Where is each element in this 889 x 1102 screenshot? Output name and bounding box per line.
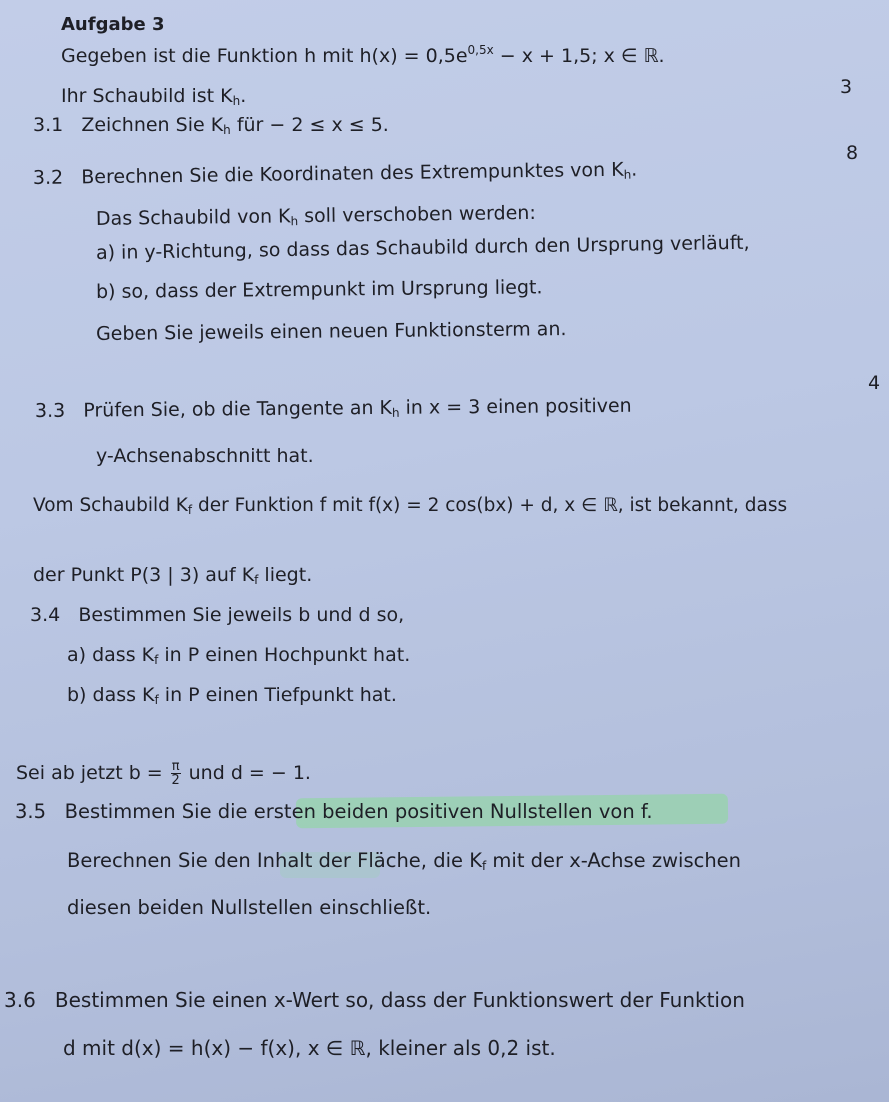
function-f-line1: Vom Schaubild $K_f$ der Funktion f mit f(x) = 2 cos(bx) + d, x ∈ ℝ, ist bekannt, dass xyxy=(33,495,788,517)
task-3-2-shift: Das Schaubild von $K_h$ soll verschoben werden: xyxy=(95,201,536,230)
intro-line-2: Ihr Schaubild ist $K_h$. xyxy=(61,85,247,108)
given-values: Sei ab jetzt b = $\frac{\pi}{2}$ und d = − 1. xyxy=(16,759,311,788)
task-3-1: 3.1 Zeichnen Sie $K_h$ für − 2 ≤ x ≤ 5. xyxy=(33,114,389,137)
task-3-4-b: b) dass $K_f$ in P einen Tiefpunkt hat. xyxy=(67,684,397,707)
task-3-6: 3.6 Bestimmen Sie einen x-Wert so, dass der Funktionswert der Funktion xyxy=(4,988,745,1012)
task-3-5-line2: Berechnen Sie den Inhalt der Fläche, die $K_f$ mit der x-Achse zwischen xyxy=(67,849,742,873)
task-3-5: 3.5 Bestimmen Sie die ersten beiden positiven Nullstellen von f. xyxy=(15,800,653,823)
task-3-2-a: a) in y-Richtung, so dass das Schaubild durch den Ursprung verläuft, xyxy=(95,231,750,264)
task-3-4: 3.4 Bestimmen Sie jeweils b und d so, xyxy=(30,604,405,626)
task-3-2: 3.2 Berechnen Sie die Koordinaten des Extrempunktes von $K_h$. xyxy=(32,158,638,189)
intro-line-1: Gegeben ist die Funktion h mit $h(x) = 0,5e^{0,5x} - x + 1,5$; x ∈ ℝ. xyxy=(61,43,665,67)
task-3-2-closing: Geben Sie jeweils einen neuen Funktionsterm an. xyxy=(95,318,567,345)
task-3-3: 3.3 Prüfen Sie, ob die Tangente an $K_h$ in x = 3 einen positiven xyxy=(34,394,632,422)
task-3-2-b: b) so, dass der Extrempunkt im Ursprung liegt. xyxy=(95,276,543,303)
function-f-line2: der Punkt P(3 | 3) auf $K_f$ liegt. xyxy=(33,564,313,587)
points-4: 4 xyxy=(868,372,881,394)
task-title: Aufgabe 3 xyxy=(61,14,165,35)
task-3-5-line3: diesen beiden Nullstellen einschließt. xyxy=(67,896,432,919)
points-8: 8 xyxy=(846,142,859,164)
points-3: 3 xyxy=(840,76,853,98)
fraction-pi-over-2: $\frac{\pi}{2}$ xyxy=(171,759,180,788)
function-h: $h(x) = 0,5e^{0,5x} - x + 1,5$; x ∈ ℝ. xyxy=(359,43,665,67)
task-3-4-a: a) dass $K_f$ in P einen Hochpunkt hat. xyxy=(67,644,411,667)
task-3-3-line2: y-Achsenabschnitt hat. xyxy=(96,445,314,467)
task-3-6-line2: d mit d(x) = h(x) − f(x), x ∈ ℝ, kleiner als 0,2 ist. xyxy=(63,1036,556,1060)
